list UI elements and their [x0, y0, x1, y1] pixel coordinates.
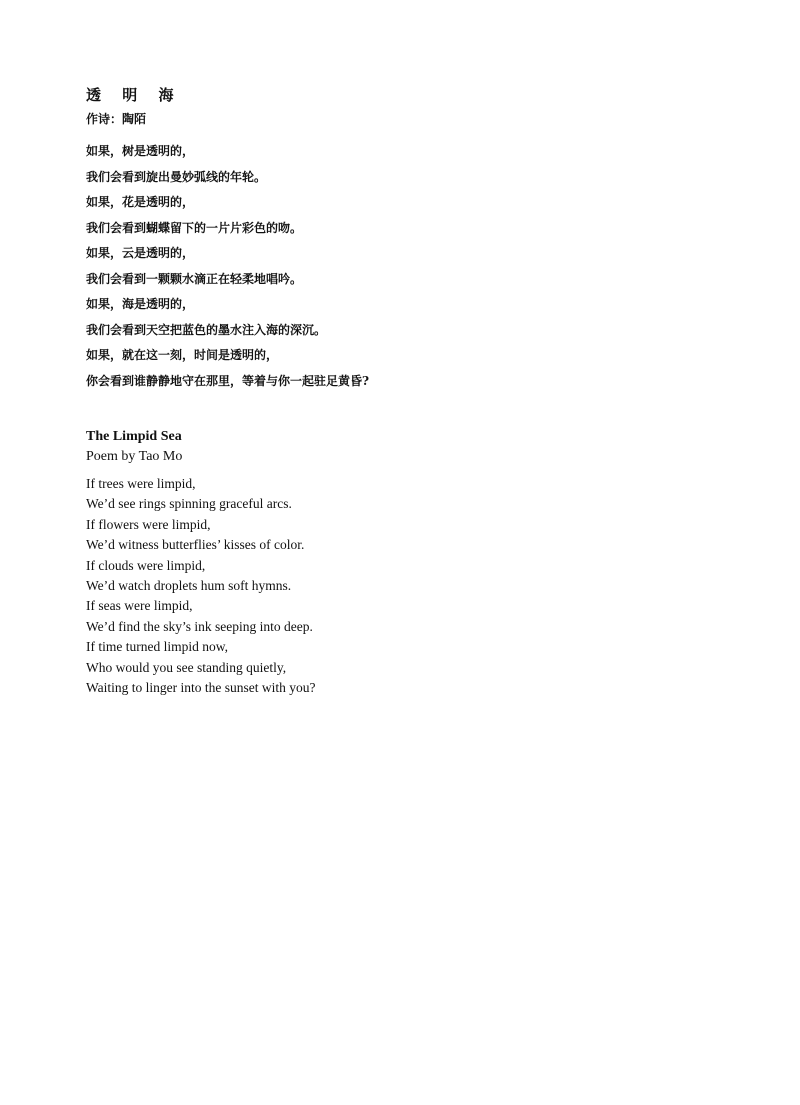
english-poem-line: We’d find the sky’s ink seeping into deep. [86, 618, 313, 634]
english-poem-line: Who would you see standing quietly, [86, 659, 287, 675]
english-poem-author: Poem by Tao Mo [86, 449, 183, 464]
english-poem-title: The Limpid Sea [86, 429, 182, 444]
english-poem-line: If seas were limpid, [86, 598, 193, 614]
chinese-poem-line: 如果，花是透明的， [86, 195, 195, 209]
chinese-poem-line: 我们会看到蝴蝶留下的一片片彩色的吻。 [86, 220, 303, 235]
english-poem-line: If flowers were limpid, [86, 516, 211, 532]
english-poem [86, 427, 766, 698]
english-poem-line: We’d see rings spinning graceful arcs. [86, 496, 292, 512]
chinese-poem [86, 84, 766, 394]
english-poem-line: If time turned limpid now, [86, 639, 228, 655]
chinese-poem-line: 如果，云是透明的， [86, 246, 195, 260]
chinese-poem-author: 作诗：陶陌 [86, 112, 147, 126]
chinese-poem-title: 透 明 海 [86, 86, 182, 104]
english-poem-line: If trees were limpid, [86, 476, 196, 491]
chinese-poem-line: 如果，树是透明的， [86, 144, 195, 158]
english-poem-body [86, 474, 766, 698]
english-poem-line: We’d witness butterflies’ kisses of color. [86, 537, 305, 553]
chinese-poem-line: 我们会看到天空把蓝色的墨水注入海的深沉。 [86, 322, 327, 337]
chinese-poem-line: 如果，就在这一刻，时间是透明的， [86, 348, 279, 362]
english-poem-line: Waiting to linger into the sunset with you? [86, 679, 316, 695]
chinese-poem-line: 你会看到谁静静地守在那里，等着与你一起驻足黄昏? [86, 373, 370, 388]
english-poem-line: We’d watch droplets hum soft hymns. [86, 577, 292, 593]
document-page [86, 84, 766, 698]
chinese-poem-line: 如果，海是透明的， [86, 297, 195, 311]
english-poem-line: If clouds were limpid, [86, 557, 206, 573]
chinese-poem-body [86, 139, 766, 394]
chinese-poem-line: 我们会看到旋出曼妙弧线的年轮。 [86, 169, 267, 184]
chinese-poem-line: 我们会看到一颗颗水滴正在轻柔地唱吟。 [86, 271, 303, 286]
